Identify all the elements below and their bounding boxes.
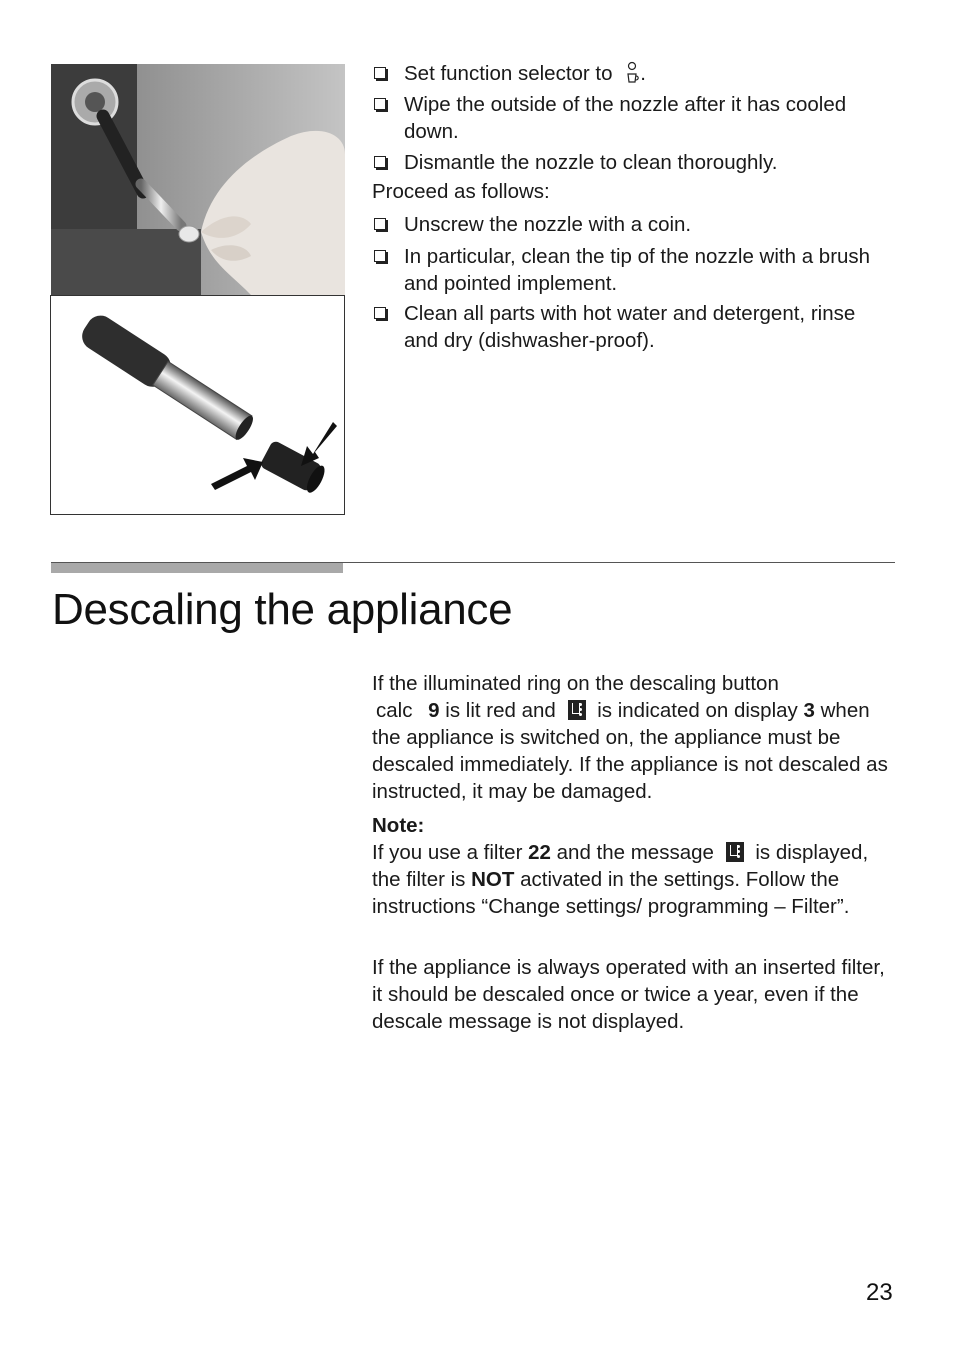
nozzle-parts-photo — [50, 295, 345, 515]
button-number: 9 — [428, 699, 440, 722]
descale-display-icon — [568, 700, 586, 720]
list-item: Set function selector to . — [372, 60, 892, 87]
filter-number: 22 — [528, 841, 551, 864]
paragraph-text: activated in the settings. Follow the instructions “Change settings/ programming – Filter”. — [372, 868, 850, 918]
display-number: 3 — [803, 699, 815, 722]
filter-paragraph: If the appliance is always operated with an inserted filter, it should be descaled once or twice a year, even if the descale message is not displayed. — [372, 956, 885, 1033]
checkbox-bullet-icon — [374, 307, 386, 319]
descaling-paragraph — [372, 670, 892, 805]
list-item — [372, 149, 892, 176]
list-item — [372, 211, 892, 238]
checkbox-bullet-icon — [374, 250, 386, 262]
paragraph-text: is lit red and — [445, 699, 556, 722]
list-item-text: Unscrew the nozzle with a coin. — [404, 213, 692, 236]
paragraph-text: If the illuminated ring on the descaling button — [372, 672, 779, 695]
paragraph-text: is indicated on display — [597, 699, 798, 722]
checkbox-bullet-icon — [374, 67, 386, 79]
arrow-icon — [301, 422, 337, 466]
list-item-text: Wipe the outside of the nozzle after it has cooled down. — [404, 93, 847, 143]
note-block — [372, 812, 892, 920]
paragraph-text: If you use a filter — [372, 841, 523, 864]
checkbox-bullet-icon — [374, 218, 386, 230]
descale-display-icon — [726, 842, 744, 862]
paragraph-text: is displayed, the filter is — [372, 841, 869, 891]
nozzle-unscrew-photo — [51, 64, 345, 295]
list-item — [372, 91, 892, 145]
page-number: 23 — [866, 1279, 893, 1306]
checkbox-bullet-icon — [374, 156, 386, 168]
arrow-icon — [211, 458, 263, 490]
proceed-text: Proceed as follows: — [372, 180, 550, 203]
note-label: Note: — [372, 814, 425, 837]
paragraph-text: and the message — [556, 841, 714, 864]
page-title: Descaling the appliance — [52, 585, 513, 634]
list-item-text: Set function selector to — [404, 62, 613, 85]
section-divider-accent — [51, 563, 343, 573]
list-item-text: Clean all parts with hot water and detergent, rinse and dry (dishwasher-proof). — [404, 302, 856, 352]
list-item-text: Dismantle the nozzle to clean thoroughly. — [404, 151, 778, 174]
emphasis-not: NOT — [471, 868, 515, 891]
list-item-text: In particular, clean the tip of the nozzle with a brush and pointed implement. — [404, 245, 871, 295]
calc-label: calc — [376, 699, 413, 722]
list-item — [372, 243, 892, 297]
checkbox-bullet-icon — [374, 98, 386, 110]
steam-cup-icon — [624, 61, 640, 85]
list-item — [372, 300, 892, 354]
paragraph-text: when the appliance is switched on, the appliance must be descaled immediately. If the appliance is not descaled as instructed, it may be damaged. — [372, 699, 888, 803]
